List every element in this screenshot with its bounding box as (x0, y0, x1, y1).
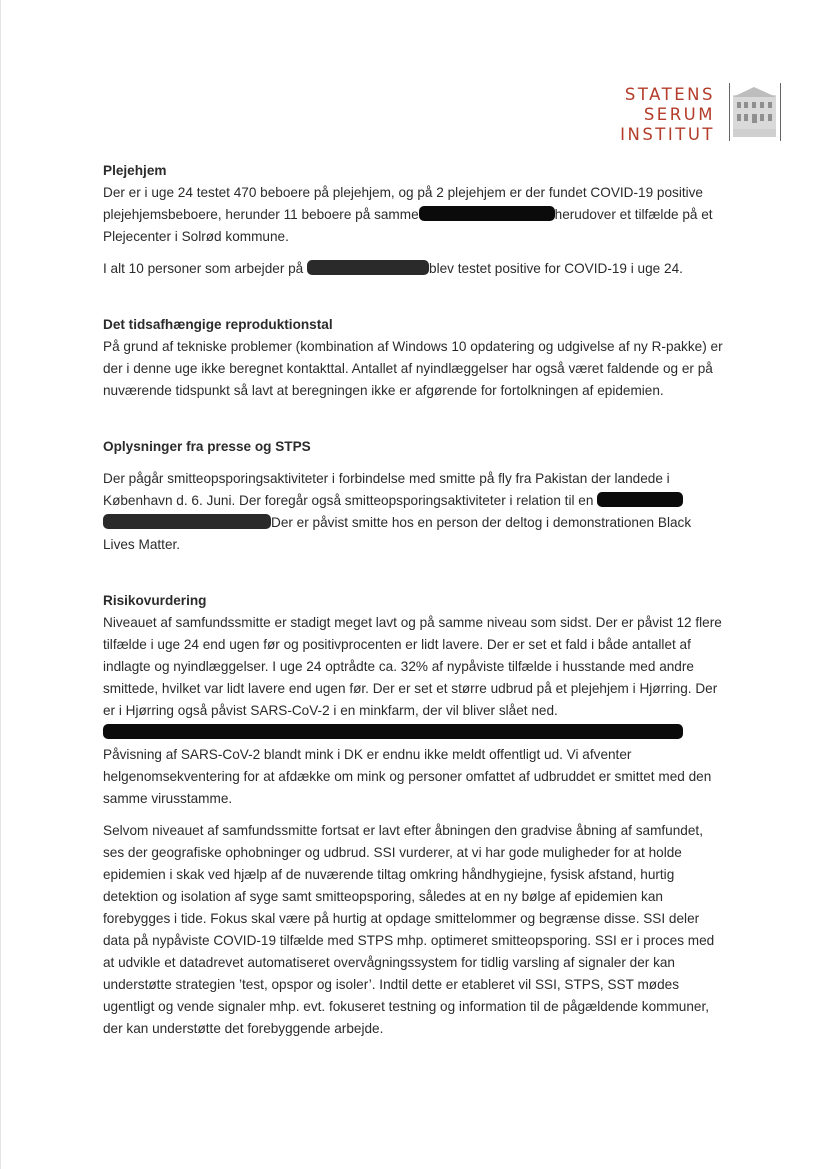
logo-line-2: SERUM (643, 105, 715, 124)
logo-line-3: INSTITUT (620, 125, 715, 144)
text-plejehjem-2a: I alt 10 personer som arbejder på (103, 261, 304, 276)
text-plejehjem-1b: herudover et tilfælde på et Plejecenter i Solrød kommune. (103, 207, 713, 244)
paragraph-risiko-1 (103, 612, 723, 810)
text-presse-b: Der er påvist smitte hos en person der deltog i demonstrationen Black Lives Matter. (103, 515, 692, 552)
logo-wordmark (620, 85, 715, 145)
paragraph-plejehjem-2 (103, 258, 723, 280)
ssi-logo (560, 80, 785, 146)
logo-line-1: STATENS (624, 85, 715, 104)
text-plejehjem-1a: Der er i uge 24 testet 470 beboere på plejehjem, og på 2 plejehjem er der fundet COVID-19 positive plejehjemsbeboere, herunder 11 beboere på samme (103, 185, 703, 222)
heading-plejehjem: Plejehjem (103, 163, 167, 178)
text-risiko-1b: Påvisning af SARS-CoV-2 blandt mink i DK er endnu ikke meldt offentligt ud. Vi afventer helgenomsekventering for at afdække om mink og personer omfattet af udbruddet er smittet med den samme virusstamme. (103, 747, 712, 806)
document-body (103, 160, 723, 1040)
heading-reproduktion: Det tidsafhængige reproduktionstal (103, 317, 333, 332)
redaction-box (103, 724, 683, 739)
paragraph-risiko-2: Selvom niveauet af samfundssmitte fortsat er lavt efter åbningen den gradvise åbning af samfundet, ses der geografiske ophobninger og udbrud. SSI vurderer, at vi har gode muligheder for at holde epidemien i skak ved hjælp af de nuværende tiltag omkring håndhygiejne, fysisk afstand, hurtig detektion og isolation af syge samt smitteopsporing, således at en ny bølge af epidemien kan forebygges i tide. Fokus skal være på hurtig at opdage smittelommer og begrænse disse. SSI deler data på nypåviste COVID-19 tilfælde med STPS mhp. optimeret smitteopsporing. SSI er i proces med at udvikle et datadrevet automatiseret overvågningssystem for tidlig varsling af signaler der kan understøtte strategien ’test, opspor og isoler’. Indtil dette er etableret vil SSI, STPS, SST mødes ugentligt og vende signaler mhp. evt. fokuseret testning og information til de pågældende kommuner, der kan understøtte det forebyggende arbejde. (103, 823, 715, 1036)
paragraph-presse (103, 468, 723, 556)
text-plejehjem-2b: blev testet positive for COVID-19 i uge 24. (429, 261, 683, 276)
redaction-box (597, 492, 683, 507)
redaction-box (103, 514, 271, 529)
heading-presse: Oplysninger fra presse og STPS (103, 439, 311, 454)
text-risiko-1a: Niveauet af samfundssmitte er stadigt meget lavt og på samme niveau som sidst. Der er påvist 12 flere tilfælde i uge 24 end ugen før og positivprocenten er lidt lavere. Der er set et fald i både antallet af indlagte og nyindlæggelser. I uge 24 optrådte ca. 32% af nypåviste tilfælde i husstande med andre smittede, hvilket var lidt lavere end ugen før. Der er set et større udbrud på et plejehjem i Hjørring. Der er i Hjørring også påvist SARS-CoV-2 i en minkfarm, der vil bliver slået ned. (103, 615, 722, 718)
heading-risiko: Risikovurdering (103, 593, 207, 608)
text-presse-a: Der pågår smitteopsporingsaktiviteter i forbindelse med smitte på fly fra Pakistan der landede i København d. 6. Juni. Der foregår også smitteopsporingsaktiviteter i relation til en (103, 471, 670, 508)
paragraph-reproduktion: På grund af tekniske problemer (kombination af Windows 10 opdatering og udgivelse af ny R-pakke) er der i denne uge ikke beregnet kontakttal. Antallet af nyindlæggelser har også været faldende og er på nuværende tidspunkt så lavt at beregningen ikke er afgørende for fortolkningen af epidemien. (103, 339, 723, 398)
redaction-box (307, 260, 429, 275)
building-icon (729, 83, 781, 141)
paragraph-plejehjem-1 (103, 182, 723, 248)
redaction-box (419, 206, 555, 221)
